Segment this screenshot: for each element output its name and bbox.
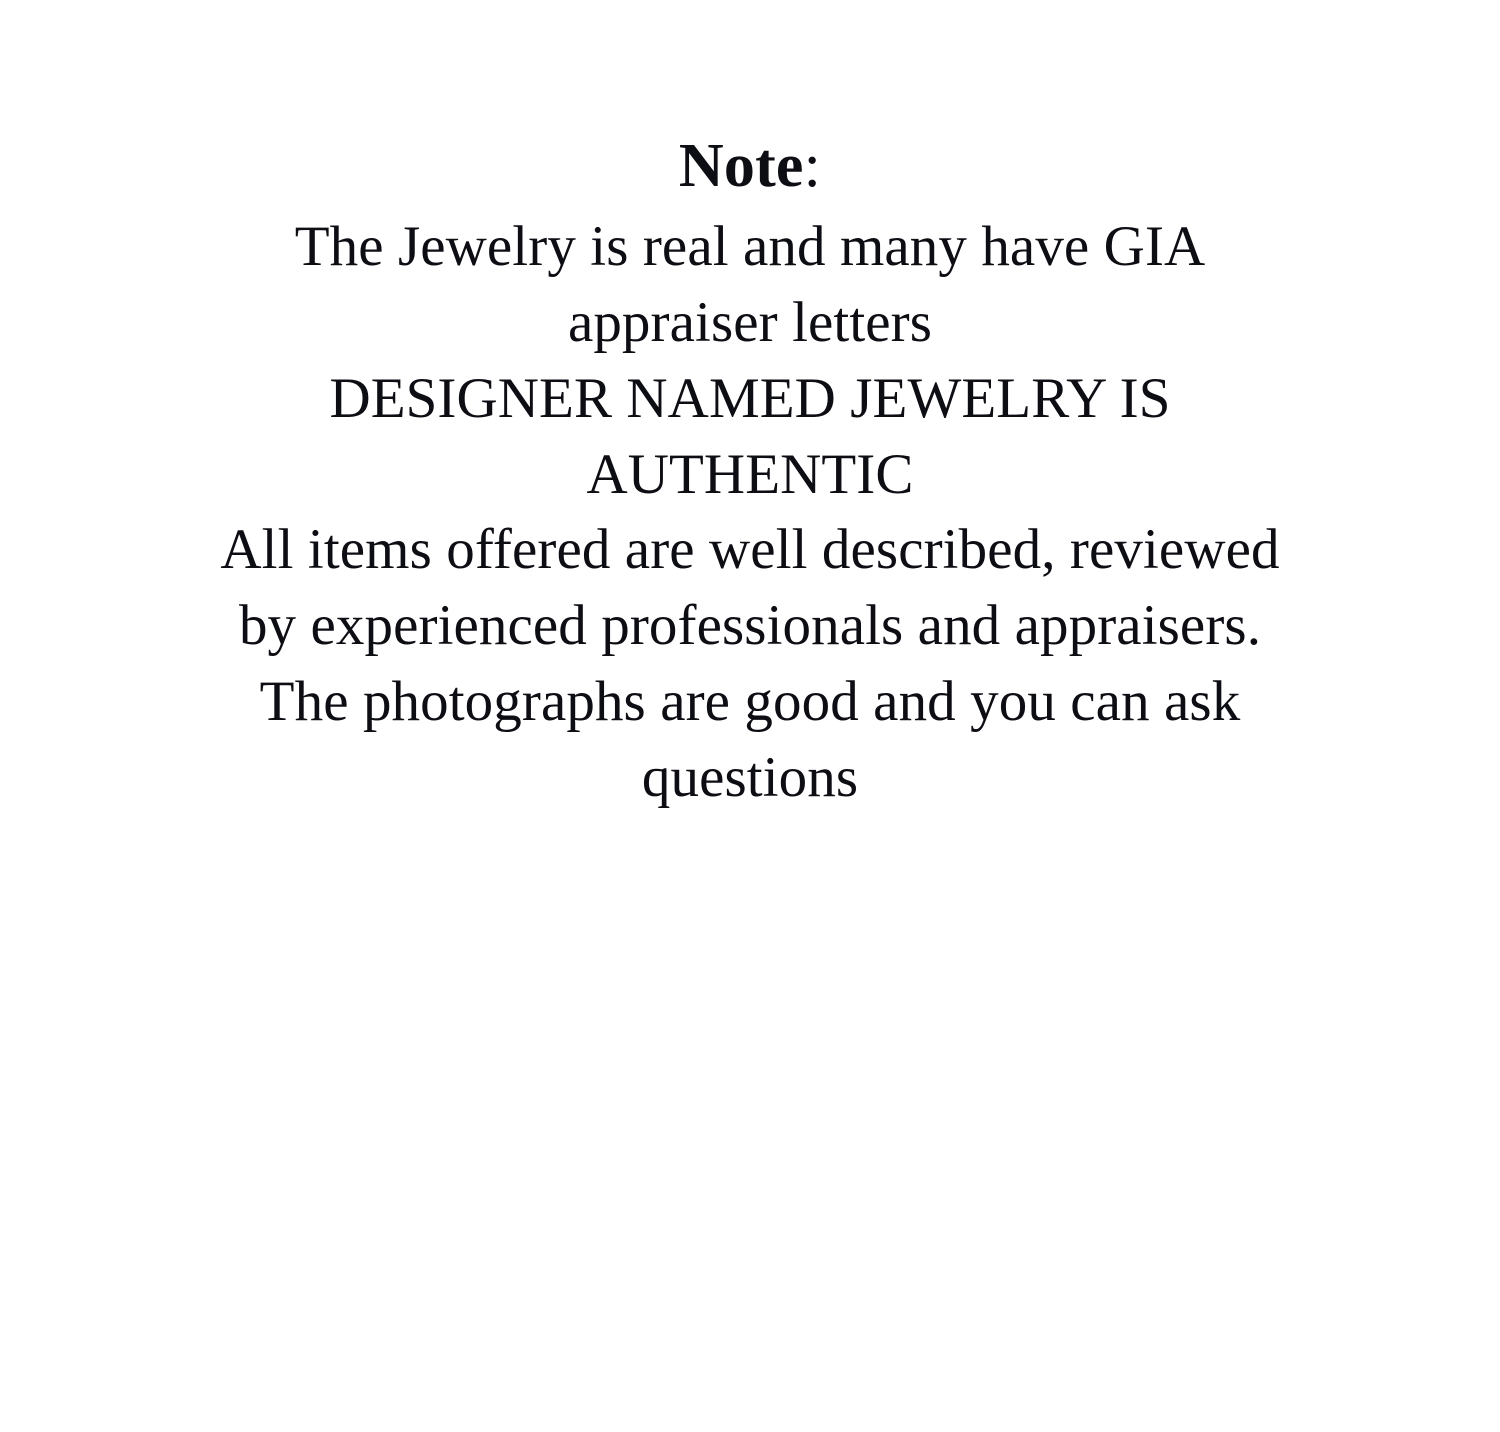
note-paragraph-2: DESIGNER NAMED JEWELRY IS AUTHENTIC	[329, 366, 1171, 506]
note-paragraph-1: The Jewelry is real and many have GIA appraiser letters	[294, 215, 1206, 354]
note-heading-colon: :	[803, 132, 822, 200]
note-paragraph-3: All items offered are well described, reviewed by experienced professionals and appraisers.	[220, 518, 1280, 658]
note-paragraph-4: The photographs are good and you can ask questions	[259, 669, 1241, 809]
note-heading	[190, 130, 1310, 203]
note-heading-word: Note	[678, 132, 804, 200]
note-block	[190, 130, 1310, 816]
